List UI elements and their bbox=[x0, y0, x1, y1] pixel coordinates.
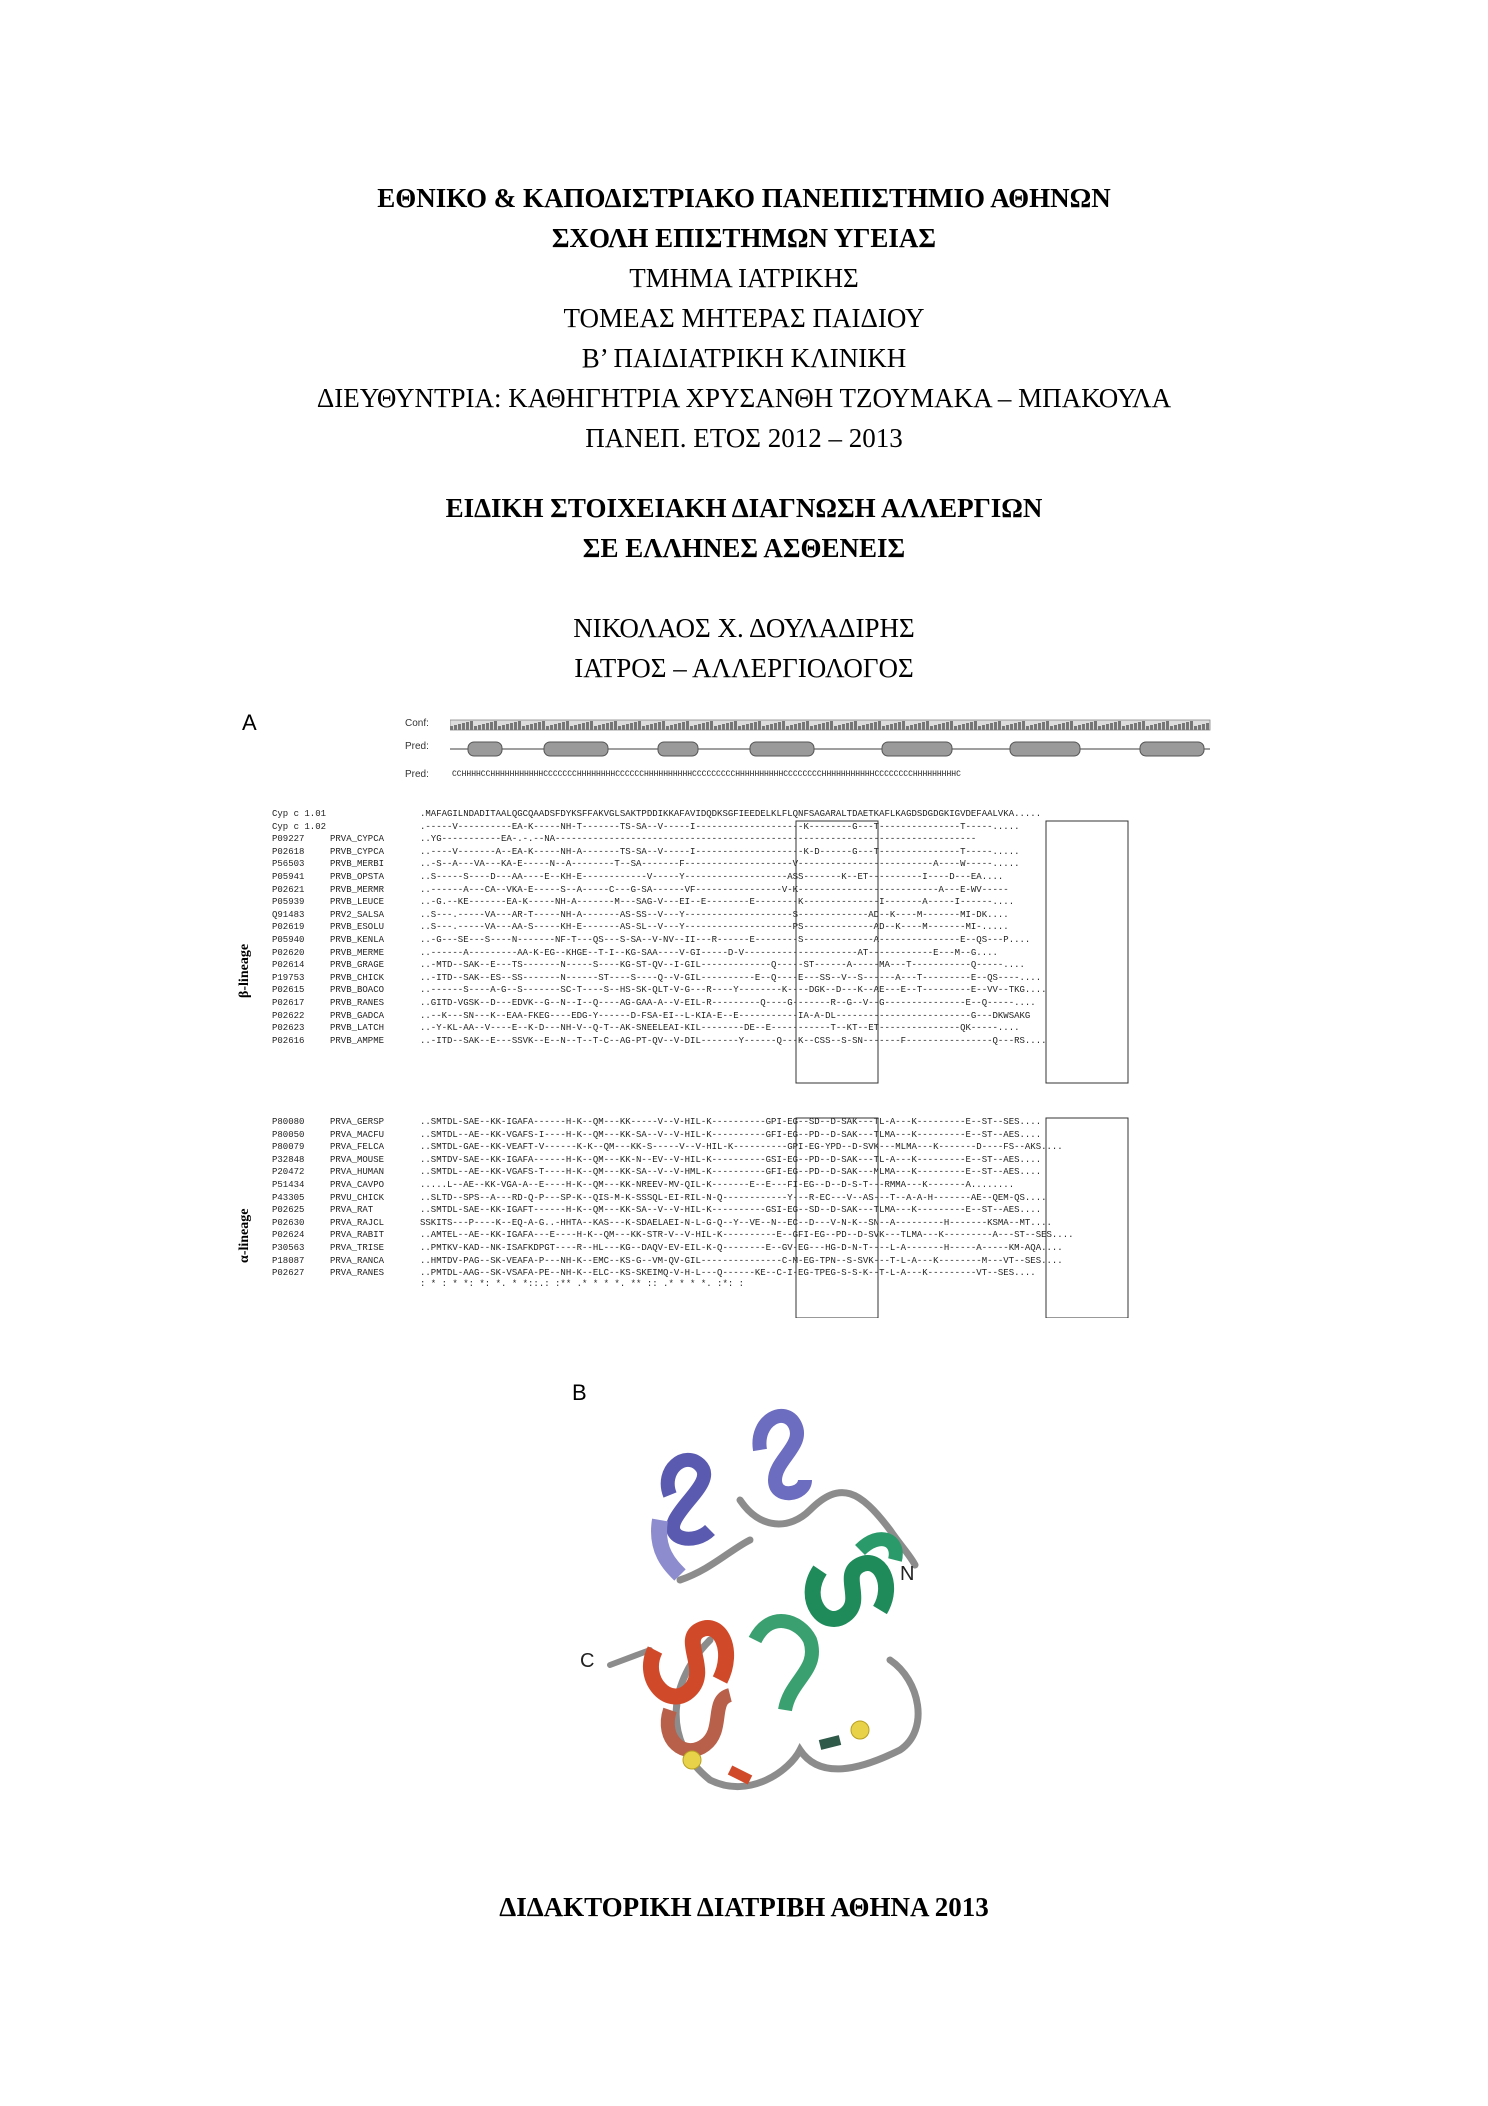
department-name: ΤΜΗΜΑ ΙΑΤΡΙΚΗΣ bbox=[629, 263, 859, 293]
institution-header bbox=[0, 178, 1488, 688]
sequence: ..PMTDL-AAG--SK-VSAFA-PE--NH-K--ELC--KS-SKEIMQ-V-H-L---Q------KE--C-I-EG-TPEG-S-S-K--T-L-A---K---------VT--SES.... bbox=[420, 1268, 1036, 1279]
protein-name: PRVB_MERMR bbox=[330, 884, 385, 895]
accession-id: P02630 bbox=[272, 1217, 305, 1228]
accession-id: P02620 bbox=[272, 947, 305, 958]
sequence: ..SMTDV-SAE--KK-IGAFA------H-K--QM---KK-N--EV--V-HIL-K----------GSI-EG--PD--D-SAK---TL-A---K---------E--ST--AES.... bbox=[420, 1154, 1042, 1165]
accession-id: P56503 bbox=[272, 859, 305, 870]
protein-name: PRVB_CHICK bbox=[330, 972, 385, 983]
sequence: ..SMTDL-GAE--KK-VEAFT-V------K-K--QM---KK-S-----V--V-HIL-K----------GPI-EG-YPD--D-SVK---MLMA---K-------D----FS--AKS.... bbox=[420, 1142, 1063, 1153]
sequence: SSKITS---P----K--EQ-A-G..-HHTA--KAS---K-SDAELAEI-N-L-G-Q--Y--VE--N--EC--D---V-N-K--SN--A---------H-------KSMA--MT.... bbox=[420, 1217, 1052, 1228]
protein-name: PRVB_LEUCE bbox=[330, 897, 385, 908]
protein-name: PRVB_KENLA bbox=[330, 935, 385, 945]
accession-id: P51434 bbox=[272, 1180, 305, 1190]
accession-id: P02625 bbox=[272, 1205, 305, 1216]
sequence: ..------A---CA--VKA-E-----S--A-----C---G-SA------VF----------------V-K--------------------------A---E-WV----- bbox=[420, 884, 1009, 895]
protein-name: PRVA_RAJCL bbox=[330, 1217, 385, 1228]
protein-name: PRVB_RANES bbox=[330, 998, 385, 1008]
protein-name: PRVB_CYPCA bbox=[330, 846, 385, 857]
sequence: ..HMTDV-PAG--SK-VEAFA-P---NH-K--EMC--KS-G--VM-QV-GIL---------------C-M-EG-TPN--S-SVK---T-L-A---K--------M---VT--SES.... bbox=[420, 1255, 1063, 1266]
protein-name: PRVB_ESOLU bbox=[330, 922, 385, 933]
accession-id: P02627 bbox=[272, 1268, 305, 1279]
accession-id: P02622 bbox=[272, 1010, 305, 1021]
sequence: ..S---.-----VA---AR-T-----NH-A-------AS-SS--V---Y--------------------S-------------AD--K----M-------MI-DK.... bbox=[420, 909, 1009, 920]
protein-name: PRVA_RABIT bbox=[330, 1230, 385, 1241]
sequence: ..GITD-VGSK--D---EDVK--G--N--I--Q----AG-GAA-A--V-EIL-R---------Q----G-------R--G--V--G---------------E--Q-----.... bbox=[420, 998, 1036, 1008]
protein-name: PRVA_RAT bbox=[330, 1205, 374, 1216]
sequence: ..S-----S----D---AA----E--KH-E------------V-----Y-------------------ASS-------K--ET----------I----D---EA.... bbox=[420, 872, 1004, 882]
sequence: .MAFAGILNDADITAALQGCQAADSFDYKSFFAKVGLSAKTPDDIKKAFAVIDQDKSGFIEEDELKLFLQNFSAGARALTDAETKAFLKAGDSDGDGKIGVDEFAALVKA..... bbox=[420, 809, 1042, 819]
figure-b-label: B bbox=[572, 1380, 587, 1405]
accession-id: Q91483 bbox=[272, 909, 305, 920]
protein-name: PRVA_CYPCA bbox=[330, 834, 385, 845]
school-name: ΣΧΟΛΗ ΕΠΙΣΤΗΜΩΝ ΥΓΕΙΑΣ bbox=[551, 223, 937, 253]
accession-id: P05940 bbox=[272, 935, 305, 945]
protein-name: PRVB_GRAGE bbox=[330, 960, 385, 971]
accession-id: P05941 bbox=[272, 872, 305, 882]
author-role: ΙΑΤΡΟΣ – ΑΛΛΕΡΓΙΟΛΟΓΟΣ bbox=[574, 653, 914, 683]
clinic-name: Β’ ΠΑΙΔΙΑΤΡΙΚΗ ΚΛΙΝΙΚΗ bbox=[581, 343, 907, 373]
figure-b-protein-structure bbox=[560, 1380, 960, 1820]
university-name: ΕΘΝΙΚΟ & ΚΑΠΟΔΙΣΤΡΙΑΚΟ ΠΑΝΕΠΙΣΤΗΜΙΟ ΑΘΗΝΩΝ bbox=[377, 183, 1111, 213]
figure-a-label: A bbox=[242, 710, 257, 735]
accession-id: P19753 bbox=[272, 972, 305, 983]
sequence: ..-S--A---VA---KA-E-----N--A--------T--SA-------F--------------------V-------------------------A----W-----..... bbox=[420, 859, 1020, 870]
footer-title: ΔΙΔΑΚΤΟΡΙΚΗ ΔΙΑΤΡΙΒΗ ΑΘΗΝΑ 2013 bbox=[499, 1892, 989, 1922]
accession-id: Cyp c 1.01 bbox=[272, 809, 327, 819]
sequence: ..YG-----------EA-.-.--NA------------------------------------------------------------------------------ bbox=[420, 834, 977, 845]
protein-name: PRVA_RANES bbox=[330, 1268, 385, 1279]
sequence: ..PMTKV-KAD--NK-ISAFKDPGT----R--HL---KG--DAQV-EV-EIL-K-Q--------E--GV-EG---HG-D-N-T----L-A-------H-----A-----KM-AQA.... bbox=[420, 1243, 1063, 1253]
sequence: ..SMTDL--AE--KK-VGAFS-I----H-K--QM---KK-SA--V--V-HIL-K----------GFI-EG--PD--D-SAK---TLMA---K---------E--ST--AES.... bbox=[420, 1129, 1042, 1140]
protein-name: PRVB_BOACO bbox=[330, 985, 385, 996]
sequence: ..-G.--KE-------EA-K-----NH-A-------M---SAG-V---EI--E--------E--------K--------------I-------A-----I------.... bbox=[420, 897, 1015, 908]
protein-name: PRVA_MACFU bbox=[330, 1129, 385, 1140]
academic-year: ΠΑΝΕΠ. ΕΤΟΣ 2012 – 2013 bbox=[585, 423, 903, 453]
consensus-row: : * : * *: *: *. * *::.: :** .* * * *. ** :: .* * * *. :*: : bbox=[420, 1278, 745, 1289]
accession-id: P05939 bbox=[272, 897, 305, 908]
protein-name: PRVB_MERME bbox=[330, 947, 385, 958]
protein-name: PRVA_MOUSE bbox=[330, 1154, 385, 1165]
pred2-label: Pred: bbox=[405, 769, 429, 780]
protein-name: PRVA_CAVPO bbox=[330, 1180, 385, 1190]
c-terminus-label: C bbox=[580, 1650, 595, 1672]
beta-lineage-label: β-lineage bbox=[237, 943, 252, 998]
sequence: ..----V-------A--EA-K-----NH-A-------TS-SA--V-----I--------------------K-D------G---T---------------T-----..... bbox=[420, 846, 1020, 857]
accession-id: P80079 bbox=[272, 1142, 305, 1153]
protein-name: PRV2_SALSA bbox=[330, 909, 385, 920]
alpha-lineage-label: α-lineage bbox=[237, 1208, 252, 1263]
accession-id: P30563 bbox=[272, 1243, 305, 1253]
protein-name: PRVU_CHICK bbox=[330, 1192, 385, 1203]
protein-ribbon bbox=[560, 1380, 960, 1820]
author-name: ΝΙΚΟΛΑΟΣ Χ. ΔΟΥΛΑΔΙΡΗΣ bbox=[573, 613, 915, 643]
accession-id: Cyp c 1.02 bbox=[272, 821, 327, 832]
protein-name: PRVB_AMPME bbox=[330, 1035, 385, 1046]
pred-label: Pred: bbox=[405, 741, 429, 752]
director-line: ΔΙΕΥΘΥΝΤΡΙΑ: ΚΑΘΗΓΗΤΡΙΑ ΧΡΥΣΑΝΘΗ ΤΖΟΥΜΑΚΑ – ΜΠΑΚΟΥΛΑ bbox=[316, 383, 1172, 413]
sequence: ..--K---SN---K--EAA-FKEG----EDG-Y------D-FSA-EI--L-KIA-E--E-----------IA-A-DL-------------------------G---DKWSAKG bbox=[420, 1010, 1031, 1021]
sequence: ..AMTEL--AE--KK-IGAFA---E----H-K--QM---KK-STR-V--V-HIL-K----------E--GFI-EG--PD--D-SVK---TLMA---K---------A---ST--SES.... bbox=[420, 1230, 1074, 1241]
accession-id: P02614 bbox=[272, 960, 305, 971]
sequence: ..SLTD--SPS--A---RD-Q-P---SP-K--QIS-M-K-SSSQL-EI-RIL-N-Q------------Y---R-EC---V--AS---T--A-A-H-------AE--QEM-QS.... bbox=[420, 1192, 1047, 1203]
figure-a-alignment bbox=[237, 708, 1240, 1318]
accession-id: P02617 bbox=[272, 998, 305, 1008]
sequence: ..-ITD--SAK--ES--SS-------N------ST----S----Q--V-GIL----------E--Q----E---SS--V--S------A---T---------E--QS----.... bbox=[420, 972, 1042, 983]
accession-id: P18087 bbox=[272, 1255, 305, 1266]
accession-id: P02615 bbox=[272, 985, 305, 996]
accession-id: P80050 bbox=[272, 1129, 305, 1140]
protein-name: PRVB_MERBI bbox=[330, 859, 385, 870]
protein-name: PRVA_TRISE bbox=[330, 1243, 385, 1253]
sequence: ..-MTD--SAK--E---TS-------N-----S----KG-ST-QV--I-GIL-------------Q-----ST------A-----MA---T-----------Q-----.... bbox=[420, 960, 1025, 971]
protein-name: PRVA_FELCA bbox=[330, 1142, 385, 1153]
conserved-region-boxes bbox=[240, 708, 1240, 1318]
sequence: ..-Y-KL-AA--V----E--K-D---NH-V--Q-T--AK-SNEELEAI-KIL--------DE--E-----------T--KT--ET---------------QK-----.... bbox=[420, 1023, 1020, 1034]
pred-string: CCHHHHCCHHHHHHHHHHHCCCCCCCHHHHHHHHCCCCCCHHHHHHHHHHCCCCCCCCCHHHHHHHHHHCCCCCCCCHHHHHHHHHHHCCCCCCCCHHHHHHHHHC bbox=[452, 770, 961, 779]
sequence: .....L--AE--KK-VGA-A--E----H-K--QM---KK-NREEV-MV-QIL-K-------E--E---FI-EG--D--D-S-T---RMMA---K-------A........ bbox=[420, 1180, 1015, 1190]
accession-id: P02624 bbox=[272, 1230, 305, 1241]
thesis-title-line-1: ΕΙΔΙΚΗ ΣΤΟΙΧΕΙΑΚΗ ΔΙΑΓΝΩΣΗ ΑΛΛΕΡΓΙΩΝ bbox=[445, 493, 1043, 523]
protein-name: PRVB_LATCH bbox=[330, 1023, 385, 1034]
protein-name: PRVA_RANCA bbox=[330, 1255, 385, 1266]
accession-id: P02619 bbox=[272, 922, 305, 933]
accession-id: P32848 bbox=[272, 1154, 305, 1165]
protein-name: PRVB_GADCA bbox=[330, 1010, 385, 1021]
n-terminus-label: N bbox=[900, 1563, 915, 1585]
sector-name: ΤΟΜΕΑΣ ΜΗΤΕΡΑΣ ΠΑΙΔΙΟΥ bbox=[563, 303, 925, 333]
protein-name: PRVA_GERSP bbox=[330, 1117, 385, 1127]
accession-id: P02623 bbox=[272, 1023, 305, 1034]
sequence: ..SMTDL-SAE--KK-IGAFA------H-K--QM---KK-----V--V-HIL-K----------GPI-EG--SD--D-SAK---TL-A---K---------E--ST--SES.... bbox=[420, 1117, 1042, 1127]
accession-id: P80080 bbox=[272, 1117, 305, 1127]
sequence: .-----V----------EA-K-----NH-T-------TS-SA--V-----I--------------------K--------G---T---------------T-----..... bbox=[420, 821, 1020, 832]
sequence: ..S---.-----VA---AA-S-----KH-E-------AS-SL--V---Y--------------------PS-------------AD--K----M-------MI-..... bbox=[420, 922, 1009, 933]
sequence: ..-ITD--SAK--E---SSVK--E--N--T--T-C--AG-PT-QV--V-DIL-------Y------Q---K--CSS--S-SN-------F----------------Q---RS.... bbox=[420, 1035, 1047, 1046]
accession-id: P02621 bbox=[272, 884, 305, 895]
accession-id: P02616 bbox=[272, 1035, 305, 1046]
sequence: ..SMTDL--AE--KK-VGAFS-T----H-K--QM---KK-SA--V--V-HML-K----------GFI-EG--PD--D-SAK---MLMA---K---------E--ST--AES.... bbox=[420, 1167, 1042, 1178]
sequence: ..SMTDL-SAE--KK-IGAFT------H-K--QM---KK-SA--V--V-HIL-K----------GSI-EG--SD--D-SAK---TLMA---K---------E--ST--AES.... bbox=[420, 1205, 1042, 1216]
accession-id: P02618 bbox=[272, 846, 305, 857]
accession-id: P43305 bbox=[272, 1192, 305, 1203]
conf-label: Conf: bbox=[405, 718, 429, 729]
sequence: ..------S----A-G--S-------SC-T----S--HS-SK-QLT-V-G---R----Y--------K----DGK--D---K--AE---E--T---------E--VV--TKG.... bbox=[420, 985, 1047, 996]
accession-id: P20472 bbox=[272, 1167, 305, 1178]
sequence: ..------A---------AA-K-EG--KHGE--T-I--KG-SAA----V-GI-----D-V---------------------AT------------E---M--G.... bbox=[420, 947, 998, 958]
thesis-title-line-2: ΣΕ ΕΛΛΗΝΕΣ ΑΣΘΕΝΕΙΣ bbox=[582, 533, 906, 563]
accession-id: P09227 bbox=[272, 834, 305, 845]
sequence: ..-G---SE---S----N-------NF-T---QS---S-SA--V-NV--II---R------E--------S-------------A---------------E--QS---P.... bbox=[420, 935, 1031, 945]
protein-name: PRVB_OPSTA bbox=[330, 872, 385, 882]
protein-name: PRVA_HUMAN bbox=[330, 1167, 385, 1178]
